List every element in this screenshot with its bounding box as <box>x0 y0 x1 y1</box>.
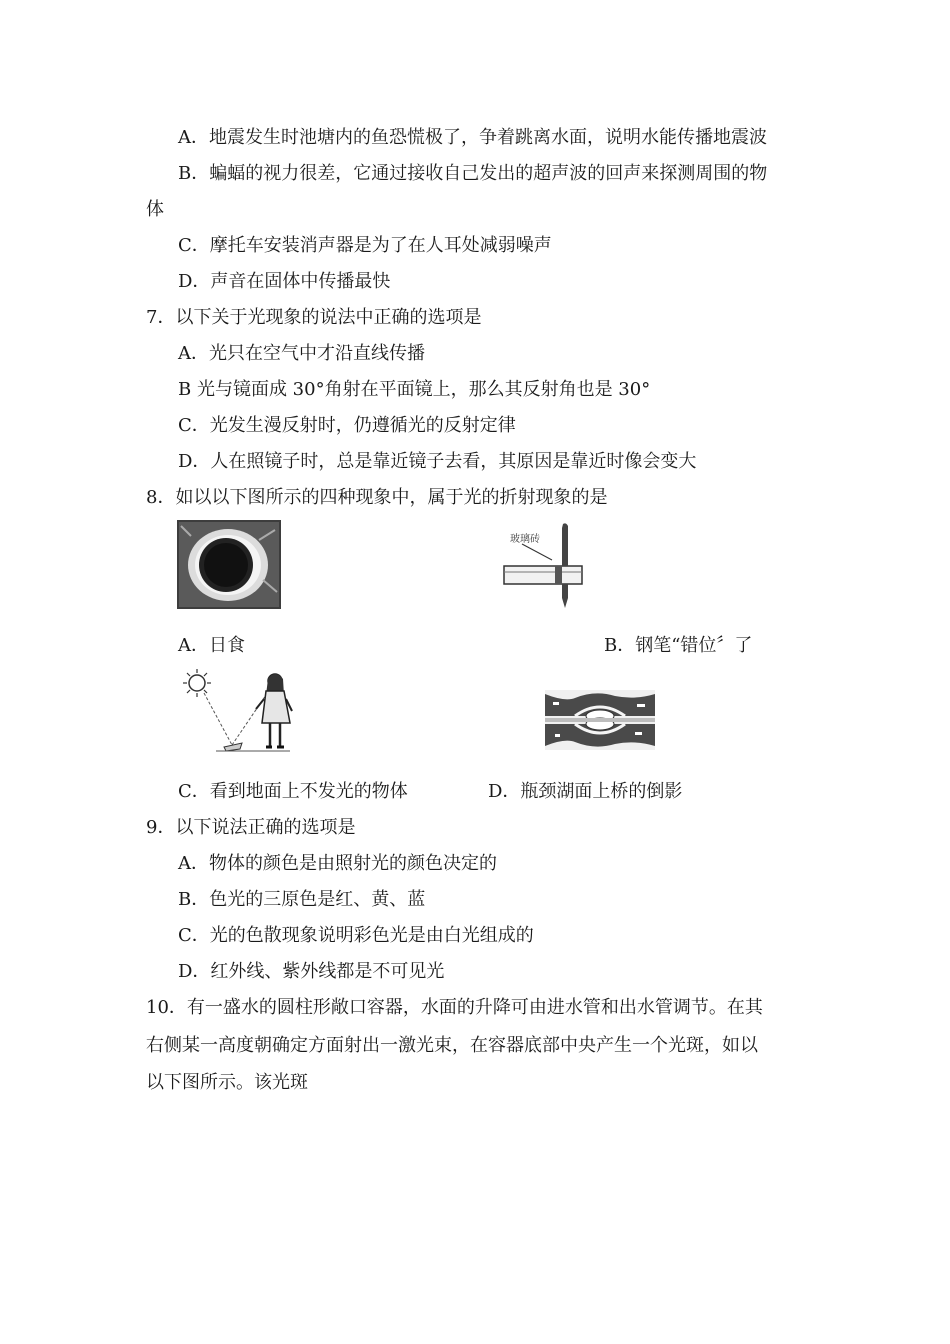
q9-option-c: C．光的色散现象说明彩色光是由白光组成的 <box>178 925 534 946</box>
q10-line-1: 10．有一盛水的圆柱形敞口容器，水面的升降可由进水管和出水管调节。在其 <box>146 997 763 1018</box>
q9-option-a: A．物体的颜色是由照射光的颜色决定的 <box>178 853 497 874</box>
girl-sees-object-figure <box>180 665 300 755</box>
q9-stem: 9．以下说法正确的选项是 <box>146 817 356 838</box>
q6-option-a: A．地震发生时池塘内的鱼恐慌极了，争着跳离水面，说明水能传播地震波 <box>178 127 767 148</box>
q7-stem: 7．以下关于光现象的说法中正确的选项是 <box>146 307 482 328</box>
pen-glass-figure <box>500 520 590 610</box>
bridge-reflection-figure <box>545 690 655 750</box>
q10-line-2: 右侧某一高度朝确定方面射出一激光束，在容器底部中央产生一个光斑，如以 <box>146 1035 758 1056</box>
figure-d-caption: D．瓶颈湖面上桥的倒影 <box>488 781 683 802</box>
q7-option-d: D．人在照镜子时，总是靠近镜子去看，其原因是靠近时像会变大 <box>178 451 697 472</box>
q7-option-a: A．光只在空气中才沿直线传播 <box>178 343 425 364</box>
figure-c-caption: C．看到地面上不发光的物体 <box>178 781 408 802</box>
q6-option-c: C．摩托车安装消声器是为了在人耳处减弱噪声 <box>178 235 552 256</box>
q9-option-b: B．色光的三原色是红、黄、蓝 <box>178 889 426 910</box>
solar-eclipse-figure <box>177 520 281 609</box>
q7-option-c: C．光发生漫反射时，仍遵循光的反射定律 <box>178 415 516 436</box>
glass-block-label: 玻璃砖 <box>510 534 540 545</box>
figure-b-caption: B．钢笔“错位〞了 <box>604 635 753 656</box>
q6-option-d: D．声音在固体中传播最快 <box>178 271 391 292</box>
q7-option-b: B 光与镜面成 30°角射在平面镜上，那么其反射角也是 30° <box>178 379 651 400</box>
q6-option-b-continued: 体 <box>146 199 164 220</box>
q8-stem: 8．如以以下图所示的四种现象中，属于光的折射现象的是 <box>146 487 608 508</box>
q10-line-3: 以下图所示。该光斑 <box>146 1072 308 1093</box>
q6-option-b: B．蝙蝠的视力很差，它通过接收自己发出的超声波的回声来探测周围的物 <box>178 163 768 184</box>
q9-option-d: D．红外线、紫外线都是不可见光 <box>178 961 445 982</box>
figure-a-caption: A．日食 <box>178 635 245 656</box>
